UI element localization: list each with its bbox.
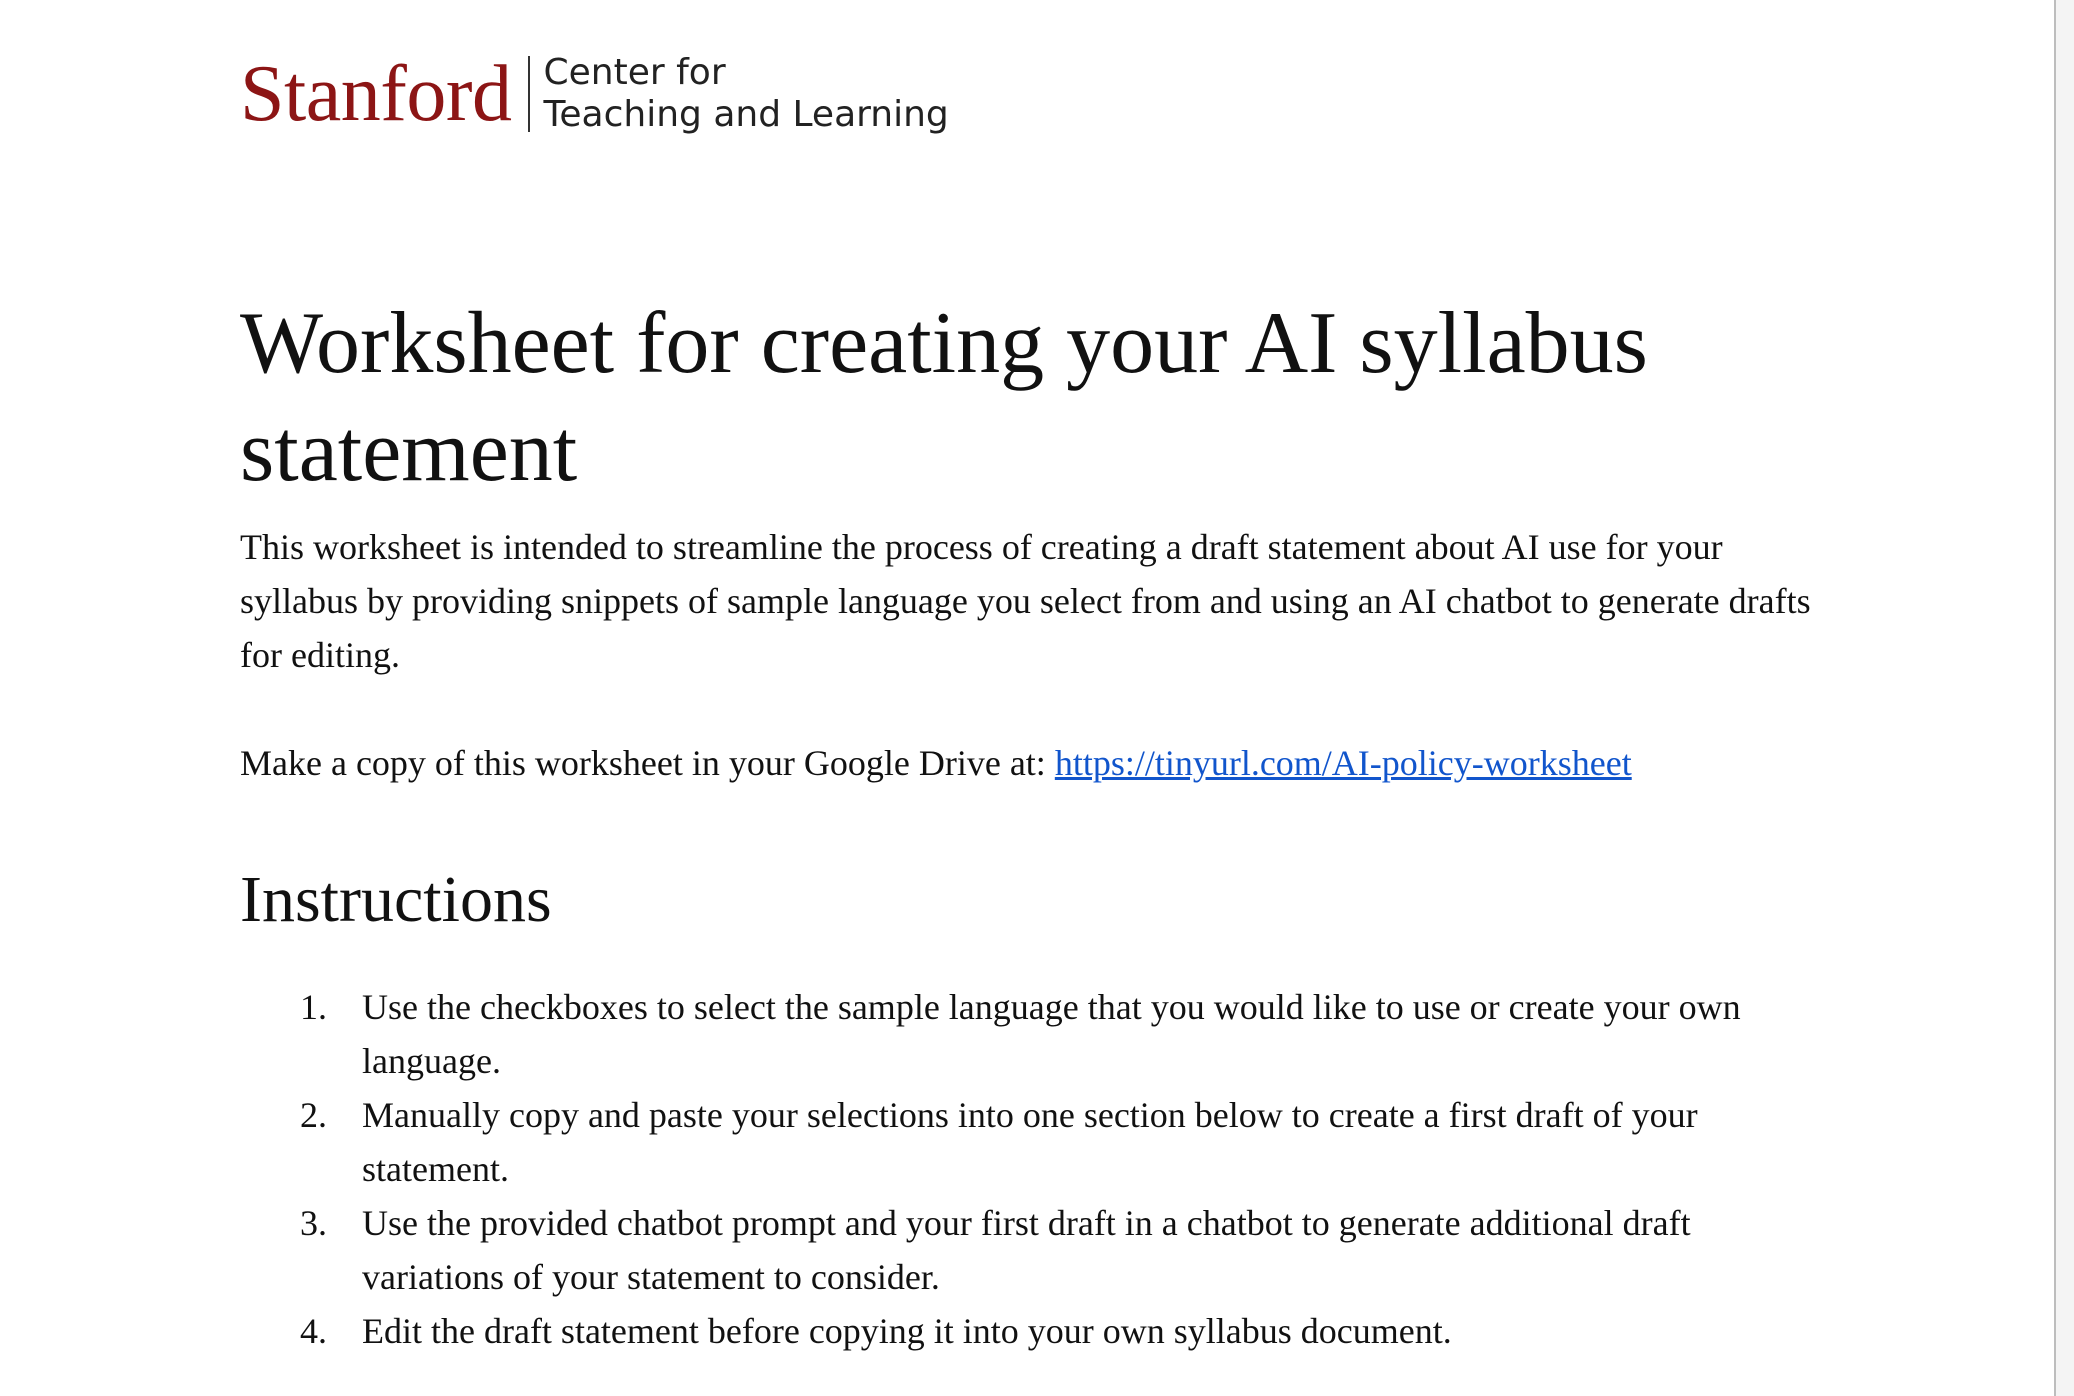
instruction-item — [240, 1304, 1830, 1358]
instructions-heading: Instructions — [240, 863, 552, 936]
logo-subtitle-line2: Teaching and Learning — [543, 94, 949, 135]
instruction-text: Manually copy and paste your selections into one section below to create a first draft of your statement. — [362, 1095, 1698, 1189]
logo-divider — [528, 56, 530, 132]
instruction-number: 3. — [300, 1203, 327, 1243]
instruction-item — [240, 980, 1830, 1088]
logo-wordmark: Stanford — [240, 50, 512, 138]
copy-instruction — [240, 736, 1830, 790]
document-body — [240, 290, 1830, 1358]
copy-prompt-text: Make a copy of this worksheet in your Google Drive at: — [240, 743, 1046, 783]
intro-paragraph: This worksheet is intended to streamline the process of creating a draft statement about AI use for your syllabus by providing snippets of sample language you select from and using an AI chatbot to generate drafts for editing. — [240, 527, 1811, 675]
instruction-text: Use the provided chatbot prompt and your first draft in a chatbot to generate additional draft variations of your statement to consider. — [362, 1203, 1691, 1297]
worksheet-link[interactable]: https://tinyurl.com/AI-policy-worksheet — [1054, 743, 1632, 783]
instructions-list — [240, 980, 1830, 1358]
instruction-item — [240, 1196, 1830, 1304]
logo-subtitle — [544, 52, 949, 136]
instruction-text: Use the checkboxes to select the sample language that you would like to use or create your own language. — [362, 987, 1741, 1081]
instruction-text: Edit the draft statement before copying it into your own syllabus document. — [362, 1311, 1452, 1351]
document-title: Worksheet for creating your AI syllabus statement — [240, 295, 1648, 500]
instruction-number: 4. — [300, 1311, 327, 1351]
logo-subtitle-line1: Center for — [543, 52, 726, 93]
page-edge — [2054, 0, 2074, 1396]
instruction-number: 2. — [300, 1095, 327, 1135]
instruction-number: 1. — [300, 987, 327, 1027]
stanford-ctl-logo — [240, 52, 949, 136]
instruction-item — [240, 1088, 1830, 1196]
